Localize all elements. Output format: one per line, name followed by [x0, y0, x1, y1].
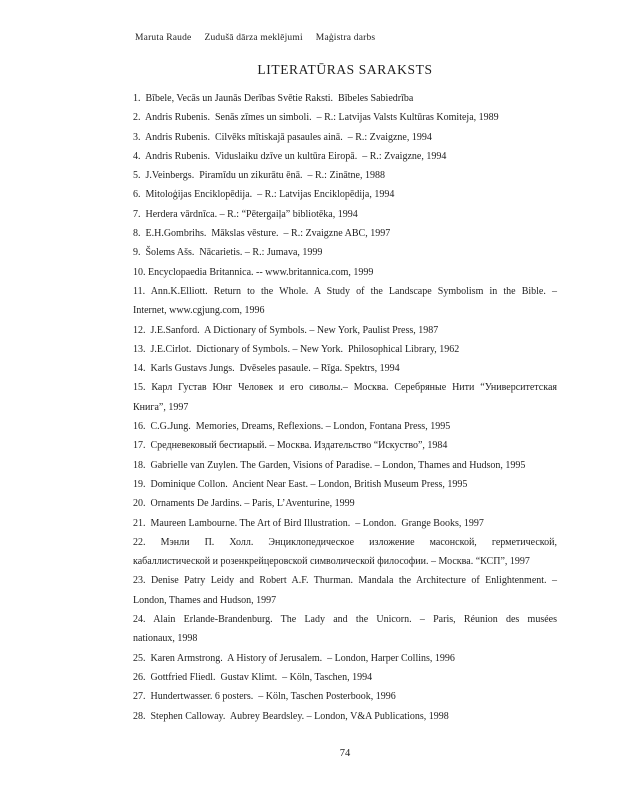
bibliography-list [133, 89, 557, 726]
bibliography-entry-line: London, Thames and Hudson, 1997 [133, 594, 277, 606]
bibliography-entry [133, 687, 557, 706]
bibliography-entry [133, 533, 557, 572]
section-title: LITERATŪRAS SARAKSTS [257, 62, 433, 77]
bibliography-entry-line: 19. Dominique Collon. Ancient Near East. – London, British Museum Press, 1995 [133, 478, 468, 490]
bibliography-entry-line: 15. Карл Густав Юнг Человек и его сиволы.– Москва. Серебряные Нити “Университетская [133, 382, 557, 394]
bibliography-entry-line: 27. Hundertwasser. 6 posters. – Köln, Taschen Posterbook, 1996 [133, 691, 396, 703]
bibliography-entry-line: 20. Ornaments De Jardins. – Paris, L’Aventurine, 1999 [133, 498, 355, 510]
bibliography-entry-line: 24. Alain Erlande-Brandenburg. The Lady and the Unicorn. – Paris, Réunion des musées [133, 614, 557, 626]
bibliography-entry-line: 1. Bībele, Vecās un Jaunās Derības Svētie Raksti. Bībeles Sabiedrība [133, 93, 414, 104]
bibliography-entry [133, 205, 557, 224]
bibliography-entry-line: 7. Herdera vārdnīca. – R.: “Pētergaiļa” bibliotēka, 1994 [133, 208, 358, 220]
header-work-title: Zudušā dārza meklējumi [204, 33, 303, 43]
bibliography-entry [133, 185, 557, 204]
bibliography-entry-line: Internet, www.cgjung.com, 1996 [133, 305, 265, 317]
bibliography-entry-line: Книга”, 1997 [133, 401, 189, 413]
bibliography-entry-line: 4. Andris Rubenis. Viduslaiku dzīve un kultūra Eiropā. – R.: Zvaigzne, 1994 [133, 150, 447, 162]
bibliography-entry-line: 6. Mitoloģijas Enciklopēdija. – R.: Latvijas Enciklopēdija, 1994 [133, 189, 395, 201]
bibliography-entry-line: 5. J.Veinbergs. Piramīdu un zikurātu ēnā. – R.: Zinātne, 1988 [133, 170, 385, 182]
bibliography-entry [133, 359, 557, 378]
bibliography-entry [133, 263, 557, 282]
bibliography-entry-line: 2. Andris Rubenis. Senās zīmes un simboli. – R.: Latvijas Valsts Kultūras Komiteja, 1989 [133, 112, 499, 124]
bibliography-entry [133, 456, 557, 475]
bibliography-entry-line: 13. J.E.Cirlot. Dictionary of Symbols. – New York. Philosophical Library, 1962 [133, 343, 460, 355]
bibliography-entry-line: nationaux, 1998 [133, 633, 198, 645]
bibliography-entry [133, 571, 557, 610]
bibliography-entry [133, 108, 557, 127]
running-header [135, 33, 388, 43]
bibliography-entry [133, 378, 557, 417]
bibliography-entry [133, 417, 557, 436]
header-doc-type: Maģistra darbs [315, 33, 376, 43]
bibliography-entry [133, 340, 557, 359]
bibliography-entry [133, 89, 557, 108]
bibliography-entry [133, 494, 557, 513]
bibliography-entry-line: 16. C.G.Jung. Memories, Dreams, Reflexions. – London, Fontana Press, 1995 [133, 421, 451, 433]
bibliography-entry-line: 25. Karen Armstrong. A History of Jerusalem. – London, Harper Collins, 1996 [133, 652, 455, 664]
bibliography-entry [133, 166, 557, 185]
page-number: 74 [339, 748, 351, 759]
bibliography-entry-line: 17. Средневековый бестиарый. – Москва. Издательство “Искуство”, 1984 [133, 440, 448, 452]
bibliography-entry-line: 10. Encyclopaedia Britannica. -- www.britannica.com, 1999 [133, 266, 374, 278]
bibliography-entry [133, 147, 557, 166]
bibliography-entry [133, 649, 557, 668]
bibliography-entry [133, 321, 557, 340]
bibliography-entry-line: 14. Karls Gustavs Jungs. Dvēseles pasaule. – Rīga. Spektrs, 1994 [133, 363, 400, 375]
bibliography-entry-line: 26. Gottfried Fliedl. Gustav Klimt. – Köln, Taschen, 1994 [133, 671, 373, 683]
bibliography-entry [133, 514, 557, 533]
bibliography-entry-line: 28. Stephen Calloway. Aubrey Beardsley. – London, V&A Publications, 1998 [133, 710, 449, 722]
bibliography-entry-line: 22. Мэнли П. Холл. Энциклопедическое изложение масонской, герметической, [133, 536, 557, 548]
header-author: Maruta Raude [135, 33, 192, 43]
bibliography-entry-line: 23. Denise Patry Leidy and Robert A.F. Thurman. Mandala the Architecture of Enlightenment. – [133, 575, 557, 587]
bibliography-entry [133, 610, 557, 649]
bibliography-entry [133, 707, 557, 726]
bibliography-entry [133, 475, 557, 494]
bibliography-entry-line: 11. Ann.K.Elliott. Return to the Whole. A Study of the Landscape Symbolism in the Bible. – [133, 285, 557, 297]
bibliography-entry [133, 243, 557, 262]
bibliography-entry-line: 21. Maureen Lambourne. The Art of Bird Illustration. – London. Grange Books, 1997 [133, 517, 484, 529]
bibliography-entry-line: 3. Andris Rubenis. Cilvēks mītiskajā pasaules ainā. – R.: Zvaigzne, 1994 [133, 131, 432, 143]
bibliography-entry [133, 224, 557, 243]
bibliography-entry-line: 8. E.H.Gombrihs. Mākslas vēsture. – R.: Zvaigzne ABC, 1997 [133, 228, 391, 240]
bibliography-entry-line: 18. Gabrielle van Zuylen. The Garden, Visions of Paradise. – London, Thames and Hudson, 1995 [133, 459, 526, 471]
bibliography-entry [133, 282, 557, 321]
bibliography-entry-line: кабаллистической и розенкрейцеровской символической философии. – Москва. “КСП”, 1997 [133, 556, 530, 568]
bibliography-entry-line: 9. Šolems Ašs. Nācarietis. – R.: Jumava, 1999 [133, 247, 323, 259]
bibliography-entry [133, 436, 557, 455]
bibliography-entry [133, 668, 557, 687]
bibliography-entry [133, 128, 557, 147]
bibliography-entry-line: 12. J.E.Sanford. A Dictionary of Symbols. – New York, Paulist Press, 1987 [133, 324, 439, 336]
